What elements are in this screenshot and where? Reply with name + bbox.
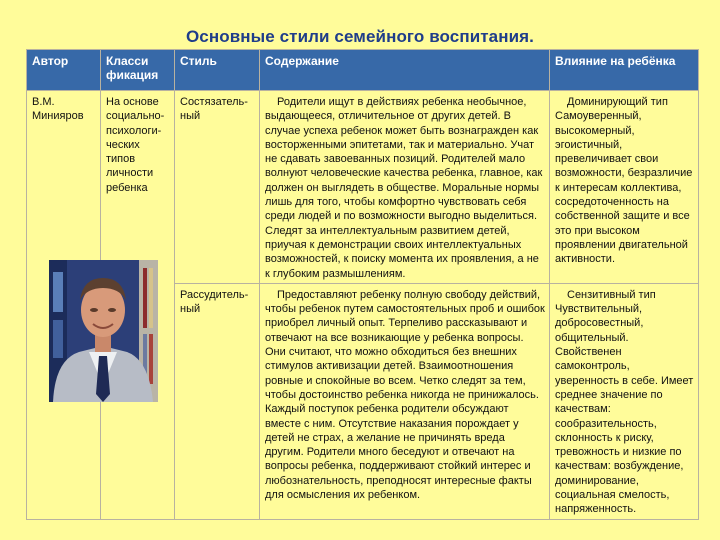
slide-title: Основные стили семейного воспитания.	[185, 27, 535, 46]
content-text: Предоставляют ребенку полную свободу действий, чтобы ребенок путем самостоятельных проб и ошибок приобрел личный опыт. Терпеливо рассказывают и отвечают на все возникающие у ребенка вопросы. Они считают, что можно обходиться без внешних стимулов активизации детей. Взаимоотношения ровные и спокойные во всем. Четко следят за тем, чтобы достоинство ребенка никогда не принижалось. Каждый поступок ребенка родители обсуждают вместе с ним. Отсутствие наказания порождает у детей не страх, а желание не причинять вреда другим. Родители много беседуют и отвечают на вопросы ребенка, поддерживают стойкий интерес и любознательность, преподносят интересные факты для осмысления их ребенком.	[265, 288, 545, 502]
table-header-row	[27, 50, 699, 91]
content-cell	[260, 91, 550, 284]
influence-text: Доминирующий тип Самоуверенный, высокомерный, эгоистичный, превеличивает свои возможности, безразличие к интересам коллектива, сосредоточенность на собственной защите и все это при высоком проявлении двигательной активности.	[555, 96, 693, 266]
header-style: Стиль	[175, 50, 260, 91]
influence-text: Сензитивный тип Чувствительный, добросовестный, общительный. Свойственен самоконтроль, уверенность в себе. Имеет среднее значение по качествам: сообразительность, склонность к риску, тревожность и низкие по качествам: возбуждение, доминирование, социальная смелость, напряженность.	[555, 288, 694, 516]
style-cell	[175, 91, 260, 284]
table-row	[27, 91, 699, 284]
header-content: Содержание	[260, 50, 550, 91]
author-name: В.М. Минияров	[32, 96, 84, 123]
classification-text: На основе социально-психологи-ческих типов личности ребенка	[106, 96, 165, 194]
header-classification: Класси фикация	[101, 50, 175, 91]
style-name: Состязатель-ный	[180, 96, 248, 123]
influence-cell	[550, 91, 699, 284]
author-photo	[49, 260, 158, 402]
influence-cell	[550, 283, 699, 519]
content-text: Родители ищут в действиях ребенка необычное, выдающееся, отличительное от других детей. В случае успеха ребенок может быть вознагражден как восторженными эпитетами, так и материально. Учат не сдавать завоеванных позиций. Родителей мало волнуют человеческие качества ребенка, главное, как должен он выглядеть в обществе. Моральные нормы лишь для того, чтобы комфортно чувствовать себя среди людей и по возможности выгодно выделиться. Следят за интеллектуальным развитием детей, приучая к демонстрации своих интеллектуальных возможностей, к поиску момента их проявления, а не к глубоким размышлениям.	[265, 96, 543, 280]
style-name: Рассудитель-ный	[180, 288, 249, 316]
portrait-image	[49, 260, 158, 402]
header-influence: Влияние на ребёнка	[550, 50, 699, 91]
content-cell	[260, 283, 550, 519]
style-cell	[175, 283, 260, 519]
header-author: Автор	[27, 50, 101, 91]
